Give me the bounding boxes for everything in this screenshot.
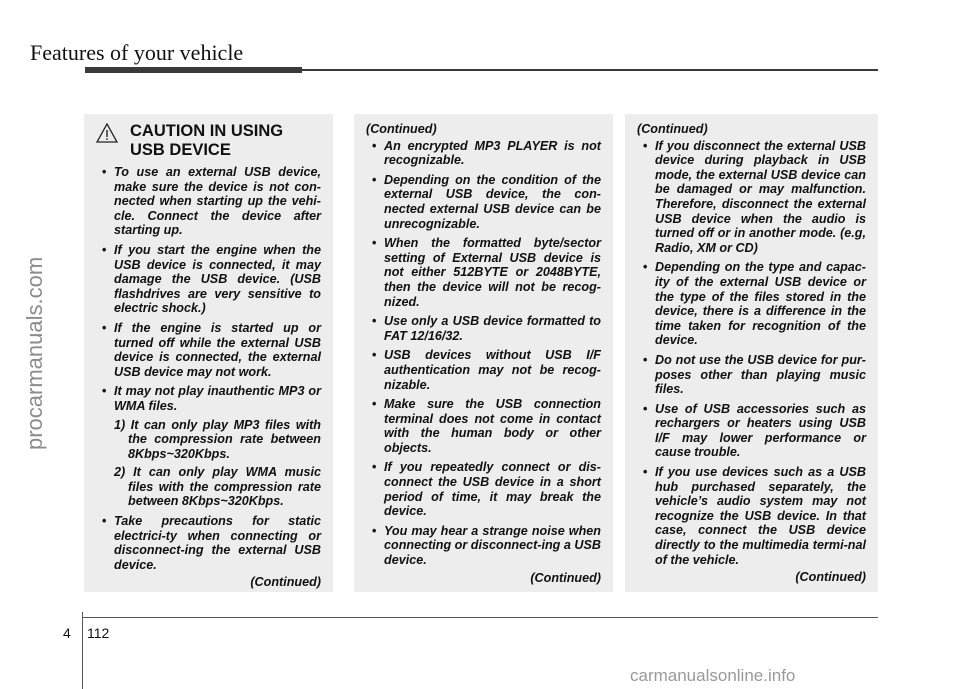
sub-item: 2) It can only play WMA music files with the compression rate between 8Kbps~320Kbps. bbox=[114, 465, 321, 509]
list-item: • USB devices without USB I/F authentication may not be recog-nizable. bbox=[366, 348, 601, 392]
footer-vertical-rule bbox=[82, 612, 83, 689]
caution-header bbox=[96, 122, 321, 160]
continued-heading: (Continued) bbox=[366, 122, 437, 136]
bottom-watermark: carmanualsonline.info bbox=[630, 666, 796, 685]
caution-title: CAUTION IN USING USB DEVICE bbox=[130, 122, 284, 159]
list-item: • Do not use the USB device for pur-poses other than playing music files. bbox=[637, 353, 866, 397]
list-item-text: It may not play inauthentic MP3 or WMA files. bbox=[114, 384, 321, 413]
page-number: 112 bbox=[87, 625, 110, 641]
caution-panel-3 bbox=[625, 114, 878, 592]
list-item: • If you disconnect the external USB device during playback in USB mode, the external USB device can be damaged or may malfunction. Therefore, disconnect the external USB device when the audio is turned off or in another mode. (e.g, Radio, XM or CD) bbox=[637, 139, 866, 256]
continued-heading: (Continued) bbox=[637, 122, 708, 136]
page-header-title: Features of your vehicle bbox=[30, 40, 244, 65]
list-item: • Depending on the condition of the external USB device, the con-nected external USB device can be unrecognizable. bbox=[366, 173, 601, 231]
list-item: • Take precautions for static electrici-ty when connecting or disconnect-ing the external USB device. bbox=[96, 514, 321, 572]
header-rule-thick bbox=[85, 67, 302, 73]
sub-item: 1) It can only play MP3 files with the compression rate between 8Kbps~320Kbps. bbox=[114, 417, 321, 461]
list-item: • Use only a USB device formatted to FAT 12/16/32. bbox=[366, 314, 601, 343]
list-item: • If you repeatedly connect or dis-connect the USB device in a short period of time, it may break the device. bbox=[366, 460, 601, 518]
side-watermark: procarmanuals.com bbox=[22, 256, 47, 450]
list-item: • If you start the engine when the USB device is connected, it may damage the USB device. (USB flashdrives are very sensitive to electric shock.) bbox=[96, 243, 321, 316]
list-item: • To use an external USB device, make sure the device is not con-nected when starting up the vehi-cle. Connect the device after starting up. bbox=[96, 165, 321, 238]
list-item: • You may hear a strange noise when connecting or disconnect-ing a USB device. bbox=[366, 524, 601, 568]
continued-label: (Continued) bbox=[530, 570, 601, 585]
list-item: • An encrypted MP3 PLAYER is not recognizable. bbox=[366, 139, 601, 168]
section-number: 4 bbox=[63, 625, 71, 641]
list-item: • Use of USB accessories such as rechargers or heaters using USB I/F may lower performance or cause trouble. bbox=[637, 402, 866, 460]
warning-triangle-icon bbox=[96, 123, 118, 143]
continued-label: (Continued) bbox=[250, 575, 321, 590]
caution-panel-2 bbox=[354, 114, 613, 592]
list-item: • Make sure the USB connection terminal does not come in contact with the human body or other objects. bbox=[366, 397, 601, 455]
footer-horizontal-rule bbox=[82, 617, 878, 618]
list-item bbox=[96, 384, 321, 509]
list-item: • When the formatted byte/sector setting of External USB device is not either 512BYTE or 2048BYTE, then the device will not be recog-nized. bbox=[366, 236, 601, 309]
list-item: • If you use devices such as a USB hub purchased separately, the vehicle’s audio system may not recognize the USB device. In that case, connect the USB device directly to the multimedia termi-nal of the vehicle. bbox=[637, 465, 866, 567]
header-rule-thin bbox=[302, 69, 878, 71]
list-item: • If the engine is started up or turned off while the external USB device is connected, the external USB device may not work. bbox=[96, 321, 321, 379]
caution-panel-1 bbox=[84, 114, 333, 592]
list-item: • Depending on the type and capac-ity of the external USB device or the type of the files stored in the device, there is a difference in the time taken for recognition of the device. bbox=[637, 260, 866, 348]
continued-label: (Continued) bbox=[795, 570, 866, 585]
